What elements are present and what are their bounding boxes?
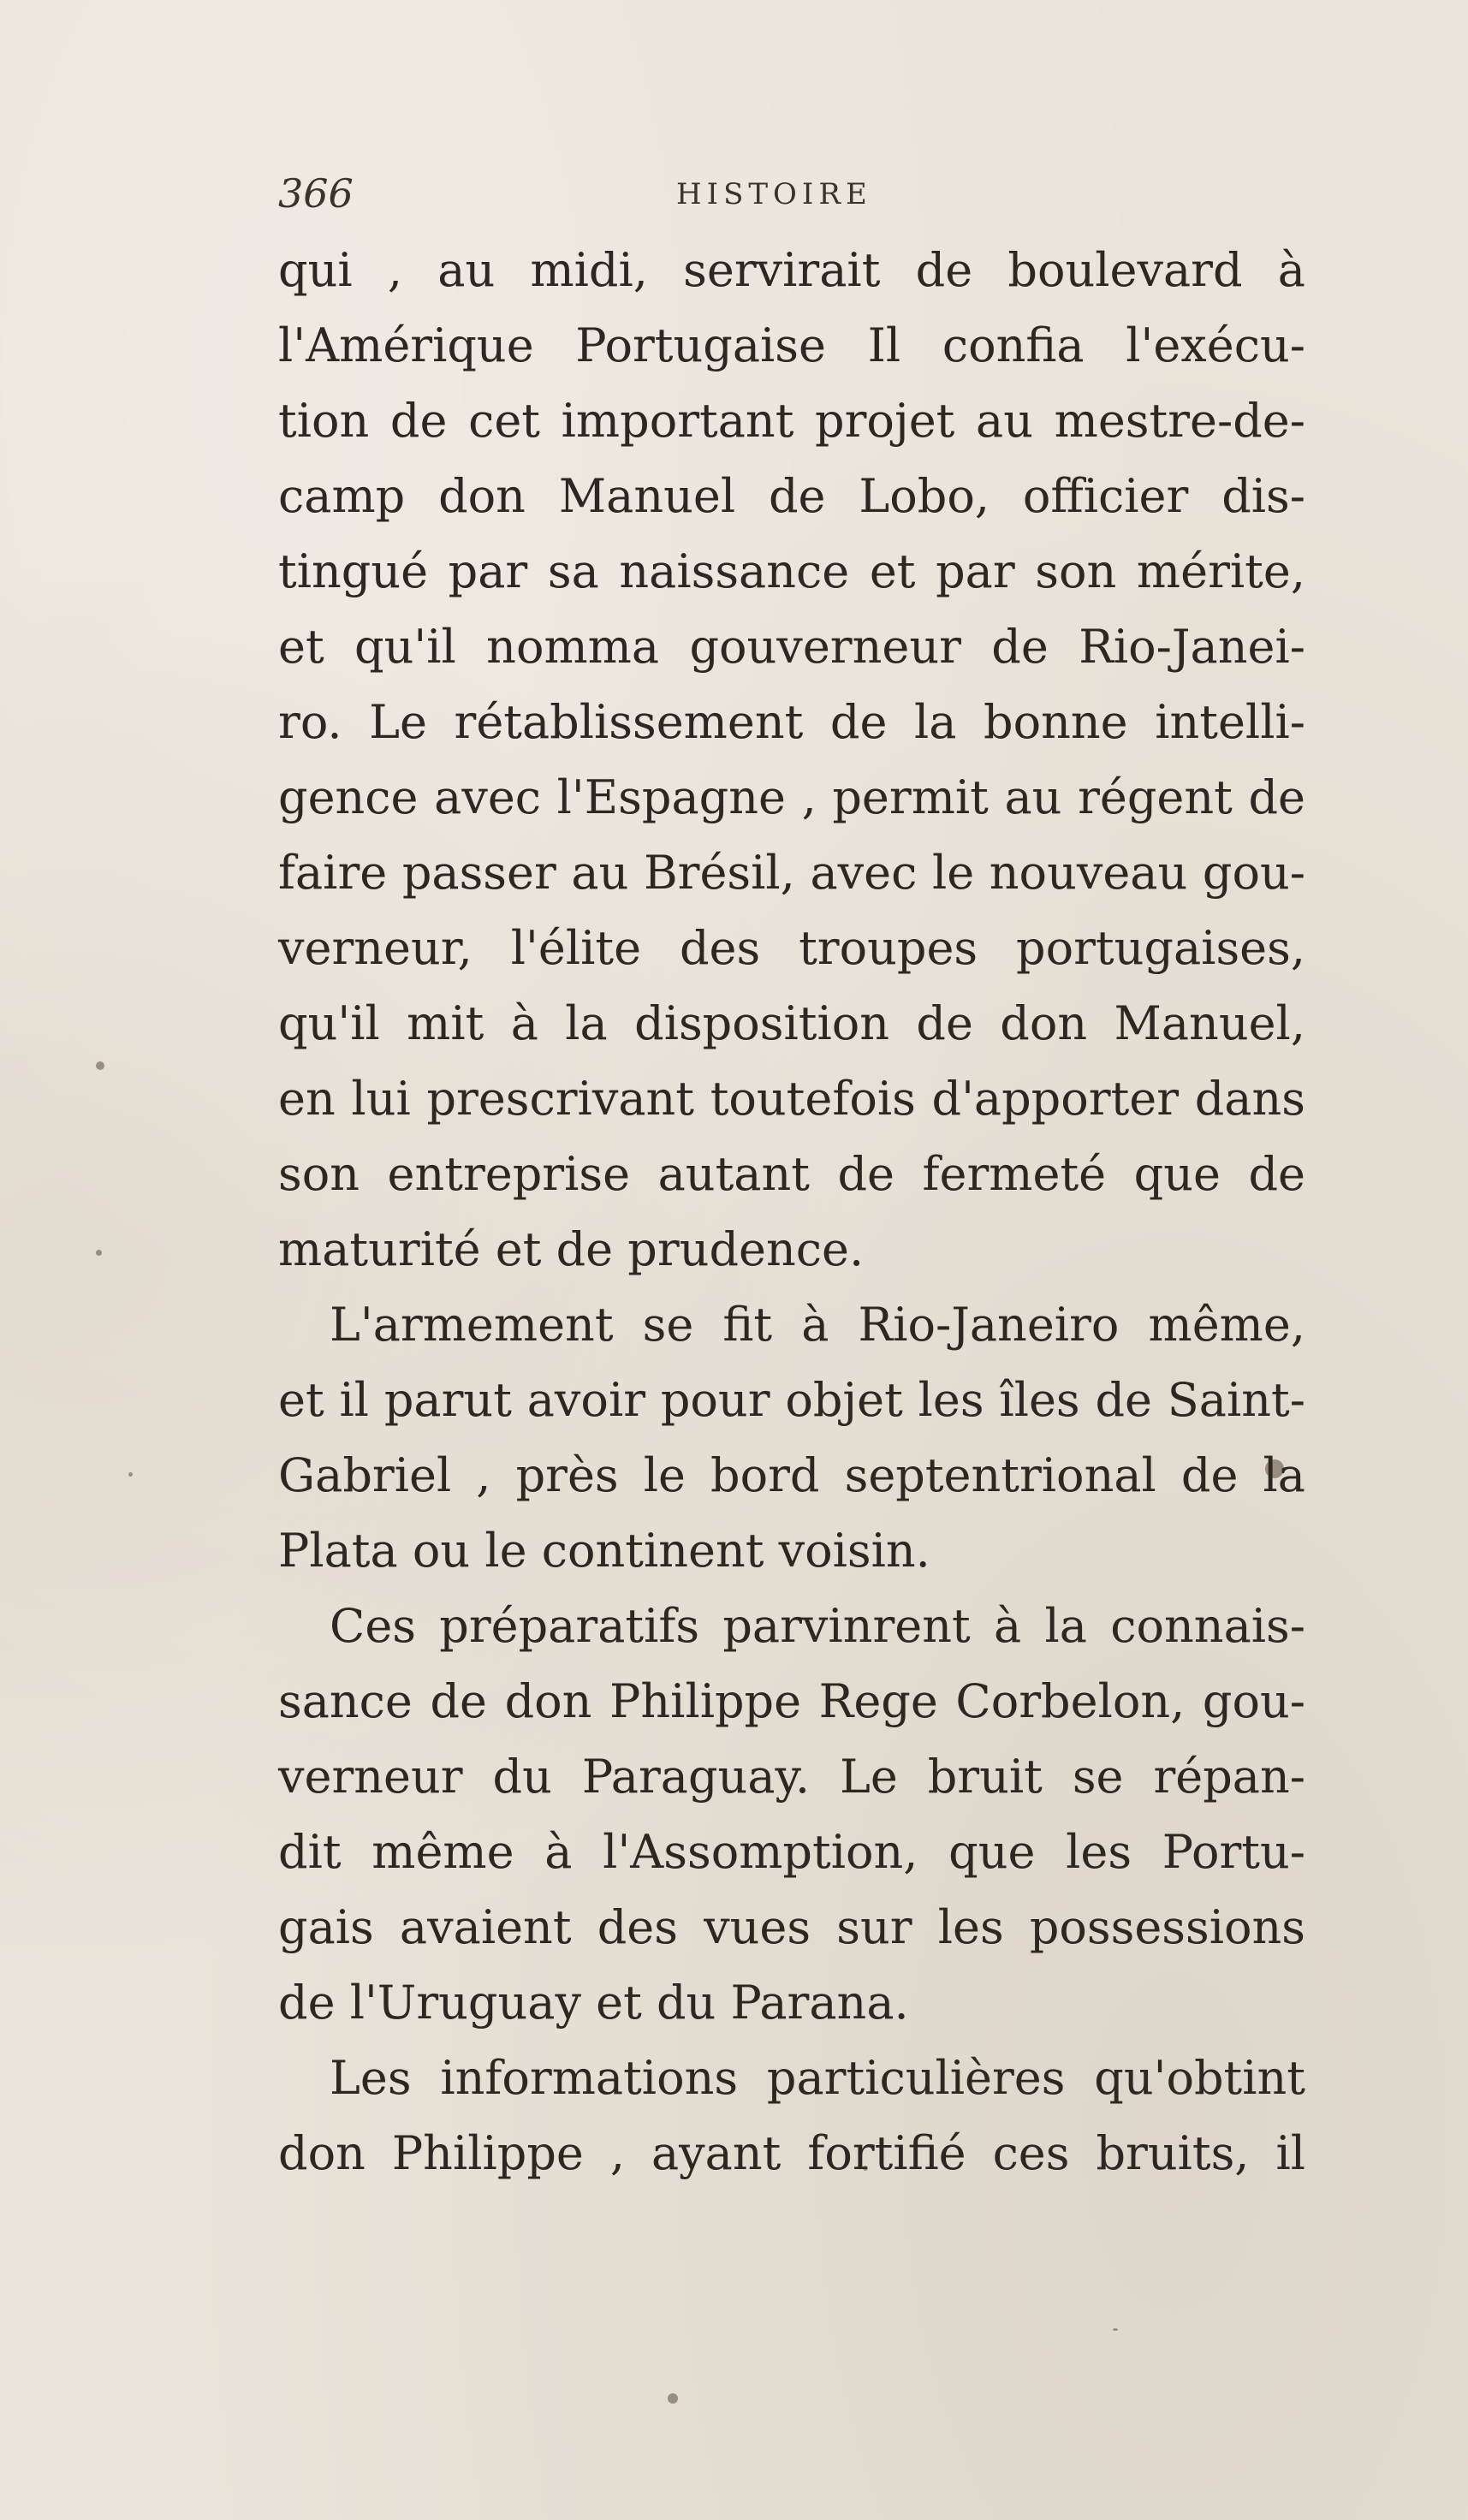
text-line: don Philippe , ayant fortifié ces bruits, il [278,2126,1305,2180]
text-line: maturité et de prudence. [278,1222,865,1276]
text-line: son entreprise autant de fermeté que de [278,1147,1305,1201]
text-line: l'Amérique Portugaise Il confia l'exécu- [278,318,1305,372]
text-line: Ces préparatifs parvinrent à la connais- [330,1599,1305,1653]
text-line: Les informations particulières qu'obtint [330,2051,1305,2105]
text-line: gais avaient des vues sur les possessions [278,1900,1305,1954]
text-line: tingué par sa naissance et par son mérite, [278,544,1305,598]
page-number: 366 [278,170,354,217]
text-line: gence avec l'Espagne , permit au régent de [278,770,1305,824]
text-line: L'armement se fit à Rio-Janeiro même, [330,1298,1305,1352]
text-line: dit même à l'Assomption, que les Portu- [278,1825,1305,1879]
text-line: qui , au midi, servirait de boulevard à [278,243,1305,297]
text-line: en lui prescrivant toutefois d'apporter dans [278,1072,1305,1126]
page-header [278,168,1305,219]
text-line: Gabriel , près le bord septentrional de la [278,1448,1305,1502]
body-text [278,233,1305,2191]
text-line: sance de don Philippe Rege Corbelon, gou- [278,1674,1305,1728]
text-line: et il parut avoir pour objet les îles de Saint- [278,1373,1305,1427]
running-head: HISTOIRE [676,177,872,211]
text-line: ro. Le rétablissement de la bonne intelli- [278,695,1305,749]
ink-speck [668,2393,678,2404]
text-line: Plata ou le continent voisin. [278,1524,930,1578]
text-line: verneur du Paraguay. Le bruit se répan- [278,1750,1305,1804]
text-line: qu'il mit à la disposition de don Manuel, [278,996,1305,1050]
ink-speck [96,1250,102,1256]
text-line: de l'Uruguay et du Parana. [278,1976,909,2030]
text-line: camp don Manuel de Lobo, officier dis- [278,469,1305,523]
ink-speck [1113,2328,1118,2331]
text-line: verneur, l'élite des troupes portugaises, [278,921,1305,975]
text-line: et qu'il nomma gouverneur de Rio-Janei- [278,620,1305,674]
ink-speck [128,1472,133,1477]
text-line: faire passer au Brésil, avec le nouveau gou- [278,846,1305,900]
ink-speck [96,1061,104,1070]
text-line: tion de cet important projet au mestre-de- [278,394,1305,448]
